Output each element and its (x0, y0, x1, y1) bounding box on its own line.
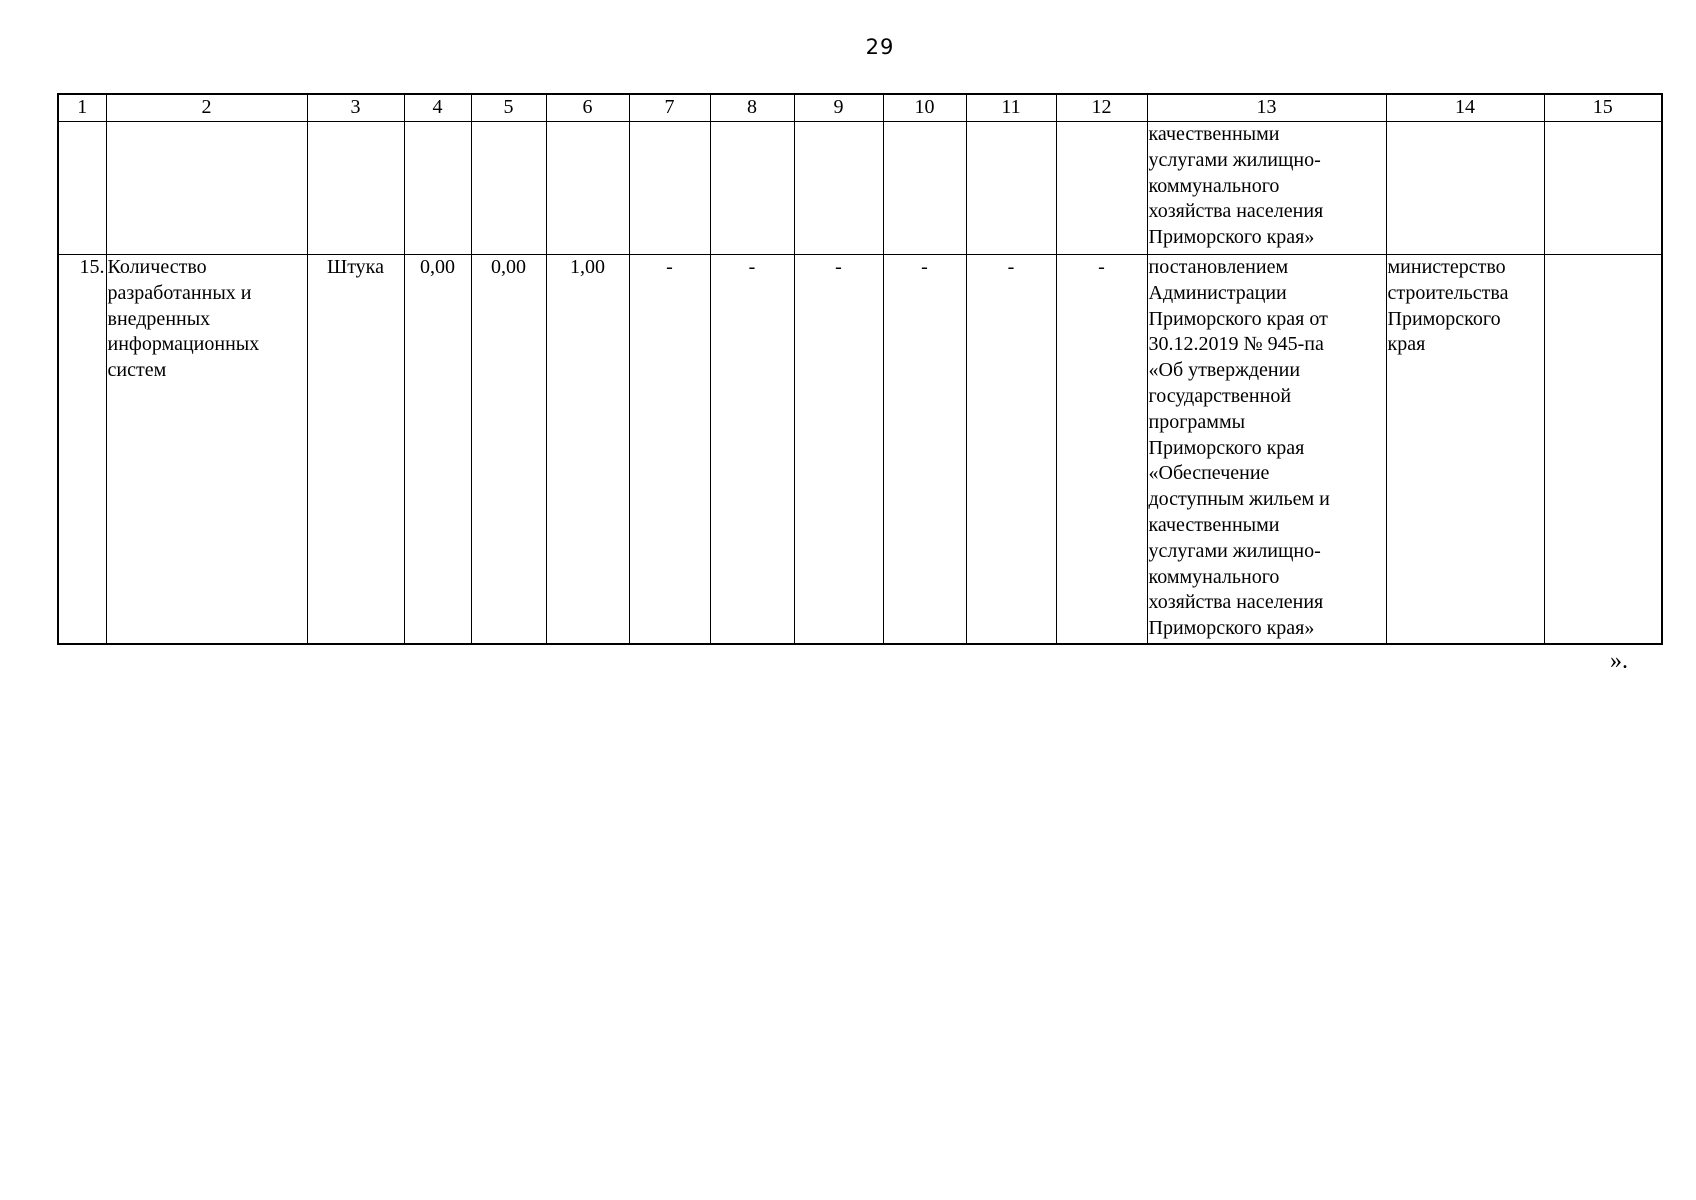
col-header-15: 15 (1544, 94, 1662, 122)
col-header-14: 14 (1386, 94, 1544, 122)
cell-legal-basis: качественными услугами жилищно- коммунального хозяйства населения Приморского края» (1147, 122, 1386, 255)
cell-responsible (1386, 122, 1544, 255)
cell-value-4 (404, 122, 471, 255)
cell-value-6 (546, 122, 629, 255)
col-header-9: 9 (794, 94, 883, 122)
col-header-4: 4 (404, 94, 471, 122)
cell-note (1544, 122, 1662, 255)
cell-value-10 (883, 122, 966, 255)
cell-value-10: - (883, 255, 966, 645)
cell-note (1544, 255, 1662, 645)
cell-value-7 (629, 122, 710, 255)
indicators-table (57, 93, 1663, 645)
cell-value-12 (1056, 122, 1147, 255)
cell-value-8 (710, 122, 794, 255)
col-header-12: 12 (1056, 94, 1147, 122)
cell-value-8: - (710, 255, 794, 645)
table-row-15 (58, 255, 1662, 645)
cell-legal-basis: постановлением Администрации Приморского края от 30.12.2019 № 945-па «Об утверждении государственной программы Приморского края «Обеспечение доступным жильем и качественными услугами жилищно- коммунального хозяйства населения Приморского края» (1147, 255, 1386, 645)
cell-index (58, 122, 106, 255)
col-header-3: 3 (307, 94, 404, 122)
col-header-1: 1 (58, 94, 106, 122)
cell-value-11: - (966, 255, 1056, 645)
cell-indicator-name (106, 122, 307, 255)
cell-value-9 (794, 122, 883, 255)
column-number-header-row (58, 94, 1662, 122)
cell-value-7: - (629, 255, 710, 645)
cell-value-5: 0,00 (471, 255, 546, 645)
cell-indicator-name: Количество разработанных и внедренных информационных систем (106, 255, 307, 645)
cell-value-5 (471, 122, 546, 255)
col-header-10: 10 (883, 94, 966, 122)
table-row-continuation (58, 122, 1662, 255)
cell-value-6: 1,00 (546, 255, 629, 645)
col-header-6: 6 (546, 94, 629, 122)
col-header-11: 11 (966, 94, 1056, 122)
cell-value-4: 0,00 (404, 255, 471, 645)
cell-value-12: - (1056, 255, 1147, 645)
cell-value-9: - (794, 255, 883, 645)
col-header-2: 2 (106, 94, 307, 122)
cell-index: 15. (58, 255, 106, 645)
col-header-5: 5 (471, 94, 546, 122)
col-header-8: 8 (710, 94, 794, 122)
cell-unit: Штука (307, 255, 404, 645)
page-number: 29 (865, 35, 895, 59)
cell-unit (307, 122, 404, 255)
col-header-7: 7 (629, 94, 710, 122)
cell-responsible: министерство строительства Приморского края (1386, 255, 1544, 645)
col-header-13: 13 (1147, 94, 1386, 122)
closing-quote-mark: ». (1610, 648, 1628, 674)
cell-value-11 (966, 122, 1056, 255)
